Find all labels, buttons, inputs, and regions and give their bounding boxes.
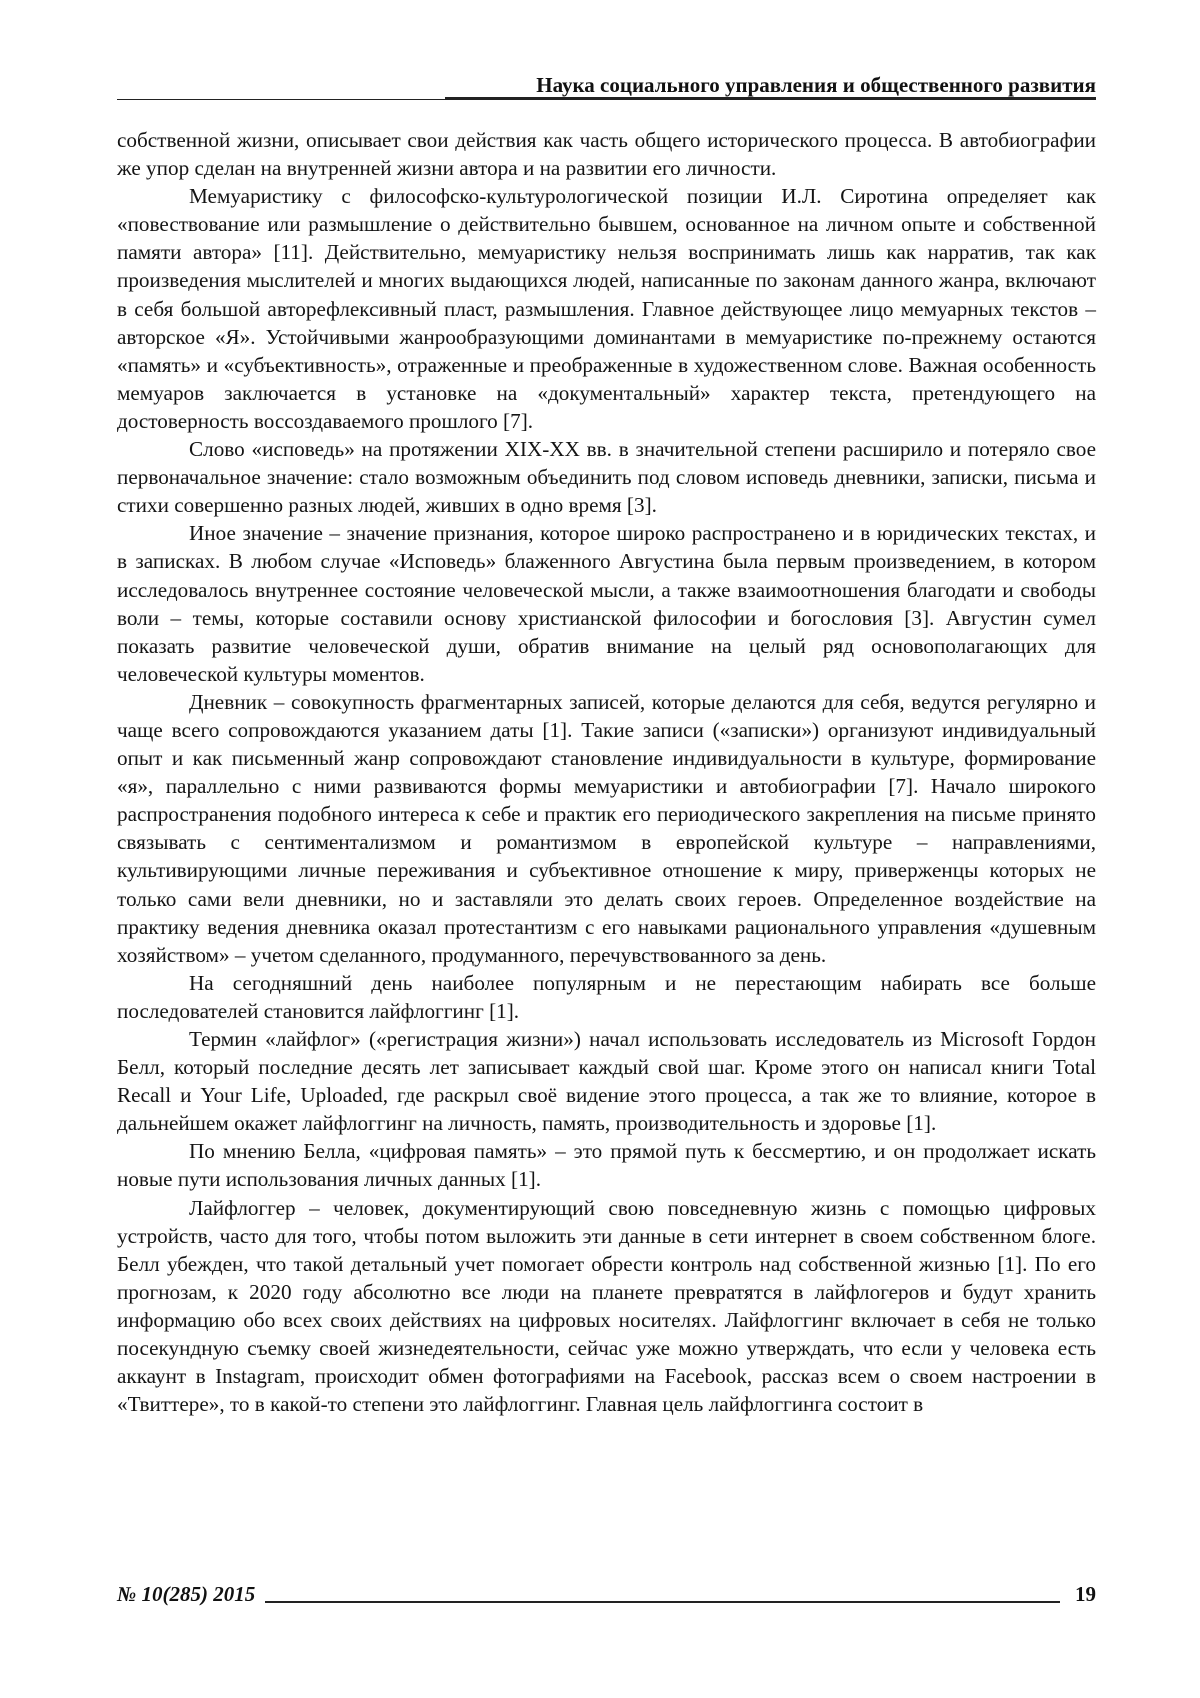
paragraph-memoir-definition: Мемуаристику с философско-культурологической позиции И.Л. Сиротина определяет как «повествование или размышление о действительно бывшем, основанное на личном опыте и собственной памяти автора» [11]. Действительно, мемуаристику нельзя воспринимать лишь как нарратив, так как произведения мыслителей и многих выдающихся людей, написанные по законам данного жанра, включают в себя большой авторефлексивный пласт, размышления. Главное действующее лицо мемуарных текстов – авторское «Я». Устойчивыми жанрообразующими доминантами в мемуаристике по-прежнему остаются «память» и «субъективность», отраженные и преображенные в художественном слове. Важная особенность мемуаров заключается в установке на «документальный» характер текста, претендующего на достоверность воссоздаваемого прошлого [7]. — [117, 182, 1096, 435]
paragraph-lifelogging-intro: На сегодняшний день наиболее популярным и не перестающим набирать все больше последователей становится лайфлоггинг [1]. — [117, 969, 1096, 1025]
paragraph-diary: Дневник – совокупность фрагментарных записей, которые делаются для себя, ведутся регулярно и чаще всего сопровождаются указанием даты [1]. Такие записи («записки») организуют индивидуальный опыт и как письменный жанр сопровождают становление индивидуальности в культуре, формирование «я», параллельно с ними развиваются формы мемуаристики и автобиографии [7]. Начало широкого распространения подобного интереса к себе и практик его периодического закрепления на письме принято связывать с сентиментализмом и романтизмом в европейской культуре – направлениями, культивирующими личные переживания и субъективное отношение к миру, приверженцы которых не только сами вели дневники, но и заставляли это делать своих героев. Определенное воздействие на практику ведения дневника оказал протестантизм с его навыками рационального управления «душевным хозяйством» – учетом сделанного, продуманного, перечувствованного за день. — [117, 688, 1096, 969]
paragraph-digital-memory: По мнению Белла, «цифровая память» – это прямой путь к бессмертию, и он продолжает искать новые пути использования личных данных [1]. — [117, 1137, 1096, 1193]
issue-number: № 10(285) 2015 — [117, 1582, 261, 1607]
paragraph-lifelog-term: Термин «лайфлог» («регистрация жизни») начал использовать исследователь из Microsoft Гордон Белл, который последние десять лет записывает каждый свой шаг. Кроме этого он написал книги Total Recall и Your Life, Uploaded, где раскрыл своё видение этого процесса, а так же то влияние, которое в дальнейшем окажет лайфлоггинг на личность, память, производительность и здоровье [1]. — [117, 1025, 1096, 1137]
paragraph-augustine: Иное значение – значение признания, которое широко распространено и в юридических текстах, и в записках. В любом случае «Исповедь» блаженного Августина была первым произведением, в котором исследовалось внутреннее состояние человеческой мысли, а также взаимоотношения благодати и свободы воли – темы, которые составили основу христианской философии и богословия [3]. Августин сумел показать развитие человеческой души, обратив внимание на целый ряд основополагающих для человеческой культуры моментов. — [117, 519, 1096, 688]
footer-rule — [265, 1601, 1060, 1603]
paragraph-confession-word: Слово «исповедь» на протяжении XIX-XX вв. в значительной степени расширило и потеряло свое первоначальное значение: стало возможным объединить под словом исповедь дневники, записки, письма и стихи совершенно разных людей, живших в одно время [3]. — [117, 435, 1096, 519]
paragraph-continuation: собственной жизни, описывает свои действия как часть общего исторического процесса. В автобиографии же упор сделан на внутренней жизни автора и на развитии его личности. — [117, 126, 1096, 182]
journal-title: Наука социального управления и общественного развития — [536, 73, 1096, 98]
header-rule-thin — [117, 99, 445, 100]
paragraph-lifelogger: Лайфлоггер – человек, документирующий свою повседневную жизнь с помощью цифровых устройств, часто для того, чтобы потом выложить эти данные в сети интернет в своем собственном блоге. Белл убежден, что такой детальный учет помогает обрести контроль над собственной жизнью [1]. По его прогнозам, к 2020 году абсолютно все люди на планете превратятся в лайфлогеров и будут хранить информацию обо всех своих действиях на цифровых носителях. Лайфлоггинг включает в себя не только посекундную съемку своей жизнедеятельности, сейчас уже можно утверждать, что если у человека есть аккаунт в Instagram, происходит обмен фотографиями на Facebook, рассказ всем о своем настроении в «Твиттере», то в какой-то степени это лайфлоггинг. Главная цель лайфлоггинга состоит в — [117, 1194, 1096, 1419]
running-header — [117, 68, 1096, 102]
page-number: 19 — [1075, 1582, 1096, 1607]
document-page — [0, 0, 1200, 1698]
page-footer — [117, 1582, 1096, 1612]
article-body — [117, 126, 1096, 1418]
